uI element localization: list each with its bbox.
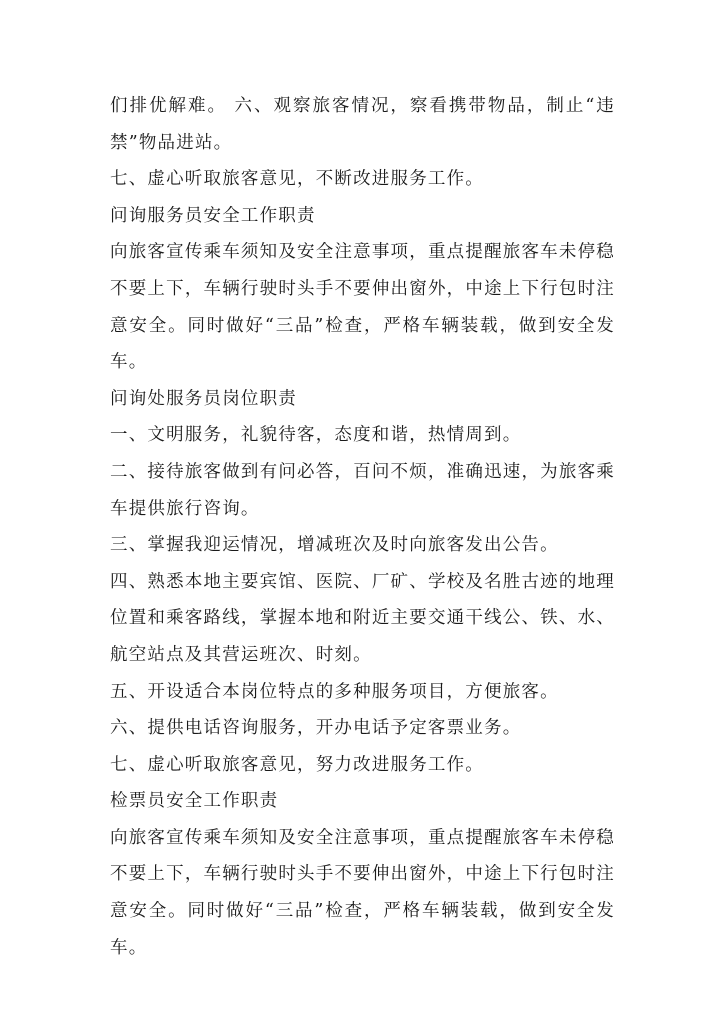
paragraph-3: 向旅客宣传乘车须知及安全注意事项，重点提醒旅客车未停稳不要上下，车辆行驶时头手不要伸出窗外，中途上下行包时注意安全。同时做好“三品”检查，严格车辆装载，做到安全发车。 [110,242,615,373]
paragraph-5: 二、接待旅客做到有问必答，百问不烦，准确迅速，为旅客乘车提供旅行咨询。 [110,461,615,519]
paragraph-1: 们排优解难。 六、观察旅客情况，察看携带物品，制止“违禁”物品进站。 [110,96,615,153]
paragraph-9: 六、提供电话咨询服务，开办电话予定客票业务。 [110,718,522,739]
paragraph-11: 向旅客宣传乘车须知及安全注意事项，重点提醒旅客车未停稳不要上下，车辆行驶时头手不要伸出窗外，中途上下行包时注意安全。同时做好“三品”检查，严格车辆装载，做到安全发车。 [110,827,615,958]
paragraph-7: 四、熟悉本地主要宾馆、医院、厂矿、学校及名胜古迹的地理位置和乘客路线，掌握本地和附近主要交通干线公、铁、水、航空站点及其营运班次、时刻。 [110,571,615,665]
section-heading-ticket-safety: 检票员安全工作职责 [110,791,279,812]
paragraph-6: 三、掌握我迎运情况，增减班次及时向旅客发出公告。 [110,535,559,556]
document-body [110,88,615,966]
section-heading-inquiry-safety: 问询服务员安全工作职责 [110,205,316,226]
paragraph-4: 一、文明服务，礼貌待客，态度和谐，热情周到。 [110,425,522,446]
paragraph-8: 五、开设适合本岗位特点的多种服务项目，方便旅客。 [110,681,559,702]
paragraph-10: 七、虚心听取旅客意见，努力改进服务工作。 [110,754,484,775]
section-heading-inquiry-duties: 问询处服务员岗位职责 [110,388,297,409]
paragraph-2: 七、虚心听取旅客意见，不断改进服务工作。 [110,169,484,190]
